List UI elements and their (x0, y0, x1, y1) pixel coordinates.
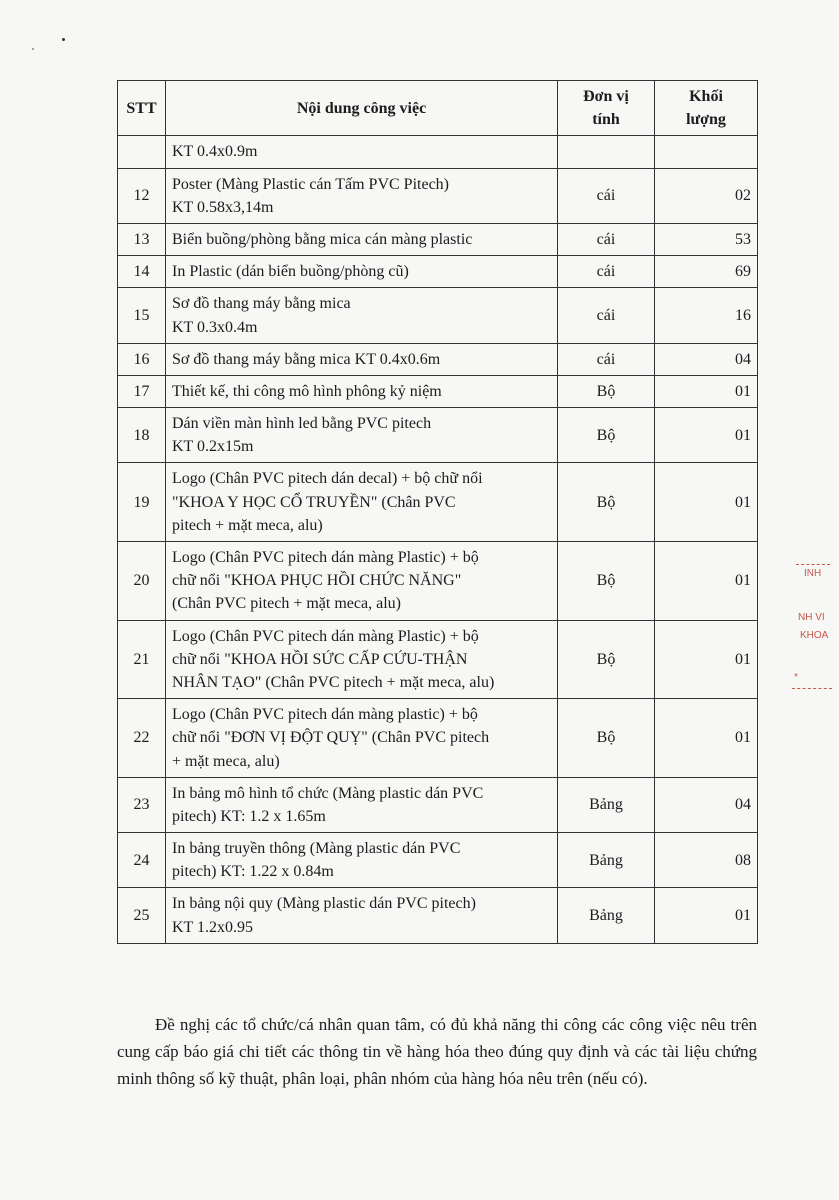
row-content-line: In bảng nội quy (Màng plastic dán PVC pitech) (172, 895, 476, 913)
row-quantity (655, 136, 758, 168)
row-stt: 21 (118, 620, 166, 699)
row-content-line: Logo (Chân PVC pitech dán decal) + bộ chữ nổi (172, 470, 483, 488)
row-content (166, 542, 558, 621)
work-items-table (117, 80, 758, 944)
row-stt: 19 (118, 463, 166, 542)
row-stt: 16 (118, 343, 166, 375)
row-quantity: 01 (655, 375, 758, 407)
row-stt: 15 (118, 288, 166, 343)
row-content-line: KT 1.2x0.95 (172, 918, 254, 936)
row-content-line: Logo (Chân PVC pitech dán màng Plastic) + bộ (172, 549, 479, 566)
row-content-line: Sơ đồ thang máy bằng mica (172, 295, 351, 313)
row-quantity: 69 (655, 256, 758, 288)
table-row (118, 223, 758, 255)
stamp-star-icon: * (794, 672, 798, 683)
row-content-line: In Plastic (dán biển buồng/phòng cũ) (172, 263, 409, 281)
row-content (166, 463, 558, 542)
row-content-line: In bảng truyền thông (Màng plastic dán PVC (172, 840, 461, 858)
row-content (166, 833, 558, 888)
row-content (166, 343, 558, 375)
table-row (118, 288, 758, 343)
row-quantity: 01 (655, 620, 758, 699)
header-qty-line1: Khối (689, 88, 723, 105)
row-unit: Bộ (558, 408, 655, 463)
table-row (118, 777, 758, 832)
row-unit: cái (558, 168, 655, 223)
table-row (118, 888, 758, 943)
row-stt: 14 (118, 256, 166, 288)
row-content (166, 168, 558, 223)
row-unit: Bộ (558, 375, 655, 407)
row-unit: Bộ (558, 463, 655, 542)
stamp-text: INH (804, 568, 822, 579)
row-content (166, 408, 558, 463)
row-content-line: chữ nổi "KHOA HỒI SỨC CẤP CỨU-THẬN (172, 650, 468, 668)
row-stt: 20 (118, 542, 166, 621)
row-content-line: NHÂN TẠO" (Chân PVC pitech + mặt meca, alu) (172, 673, 495, 691)
header-unit-line2: tính (592, 111, 620, 129)
row-quantity: 01 (655, 408, 758, 463)
row-content (166, 256, 558, 288)
row-quantity: 01 (655, 542, 758, 621)
table-row (118, 542, 758, 621)
row-content (166, 223, 558, 255)
header-unit-line1: Đơn vị (583, 88, 629, 105)
table-row (118, 620, 758, 699)
row-stt: 12 (118, 168, 166, 223)
table-row (118, 343, 758, 375)
row-content-line: chữ nổi "KHOA PHỤC HỒI CHỨC NĂNG" (172, 572, 462, 590)
table-row (118, 375, 758, 407)
table-row (118, 168, 758, 223)
table-row (118, 408, 758, 463)
table-row (118, 463, 758, 542)
row-quantity: 53 (655, 223, 758, 255)
row-unit: Bộ (558, 542, 655, 621)
row-unit (558, 136, 655, 168)
row-quantity: 01 (655, 463, 758, 542)
row-quantity: 08 (655, 833, 758, 888)
row-stt (118, 136, 166, 168)
row-content-line: KT 0.4x0.9m (172, 143, 258, 161)
table-row (118, 136, 758, 168)
request-paragraph: Đề nghị các tổ chức/cá nhân quan tâm, có đủ khả năng thi công các công việc nêu trên cung cấp báo giá chi tiết các thông tin về hàng hóa theo đúng quy định và các tài liệu chứng minh thông số kỹ thuật, phân loại, phân nhóm của hàng hóa nêu trên (nếu có). (117, 1015, 757, 1089)
row-content (166, 620, 558, 699)
row-unit: cái (558, 288, 655, 343)
row-content-line: "KHOA Y HỌC CỔ TRUYỀN" (Chân PVC (172, 493, 456, 511)
row-content (166, 888, 558, 943)
table-row (118, 833, 758, 888)
row-stt: 17 (118, 375, 166, 407)
row-content-line: KT 0.2x15m (172, 438, 254, 456)
row-unit: Bộ (558, 620, 655, 699)
row-stt: 18 (118, 408, 166, 463)
row-content-line: pitech) KT: 1.22 x 0.84m (172, 863, 334, 881)
row-content-line: Logo (Chân PVC pitech dán màng plastic) + bộ (172, 706, 478, 724)
header-qty-line2: lượng (686, 111, 726, 129)
row-content (166, 375, 558, 407)
scan-speck (62, 38, 65, 41)
row-quantity: 01 (655, 699, 758, 778)
row-content-line: + mặt meca, alu) (172, 752, 280, 770)
row-content-line: (Chân PVC pitech + mặt meca, alu) (172, 595, 401, 613)
row-content (166, 288, 558, 343)
row-quantity: 04 (655, 777, 758, 832)
row-content-line: pitech + mặt meca, alu) (172, 516, 323, 534)
row-unit: Bảng (558, 888, 655, 943)
stamp-text: KHOA (800, 630, 829, 641)
row-stt: 24 (118, 833, 166, 888)
row-content (166, 777, 558, 832)
row-content-line: In bảng mô hình tổ chức (Màng plastic dán PVC (172, 784, 484, 802)
row-quantity: 01 (655, 888, 758, 943)
scan-speck (32, 48, 34, 50)
row-stt: 13 (118, 223, 166, 255)
stamp-text: NH VI (798, 612, 825, 623)
row-quantity: 04 (655, 343, 758, 375)
row-content-line: Logo (Chân PVC pitech dán màng Plastic) + bộ (172, 627, 479, 645)
table-header-row (118, 81, 758, 136)
row-unit: Bộ (558, 699, 655, 778)
row-unit: cái (558, 256, 655, 288)
row-stt: 23 (118, 777, 166, 832)
row-content-line: Biển buồng/phòng bằng mica cán màng plastic (172, 230, 473, 248)
row-content-line: chữ nổi "ĐƠN VỊ ĐỘT QUỴ" (Chân PVC pitech (172, 729, 490, 747)
row-content-line: KT 0.3x0.4m (172, 318, 258, 336)
row-stt: 25 (118, 888, 166, 943)
row-content (166, 136, 558, 168)
row-unit: cái (558, 223, 655, 255)
row-content-line: pitech) KT: 1.2 x 1.65m (172, 807, 326, 825)
row-content-line: Poster (Màng Plastic cán Tấm PVC Pitech) (172, 175, 449, 193)
row-content-line: Dán viền màn hình led bằng PVC pitech (172, 415, 432, 433)
table-row (118, 256, 758, 288)
row-content-line: Thiết kế, thi công mô hình phông kỷ niệm (172, 382, 442, 400)
header-quantity (655, 81, 758, 136)
row-unit: cái (558, 343, 655, 375)
row-unit: Bảng (558, 833, 655, 888)
row-quantity: 02 (655, 168, 758, 223)
header-unit (558, 81, 655, 136)
red-seal-stamp (790, 560, 839, 720)
header-stt: STT (118, 81, 166, 136)
row-content-line: Sơ đồ thang máy bằng mica KT 0.4x0.6m (172, 350, 441, 368)
row-content (166, 699, 558, 778)
table-body (118, 136, 758, 943)
table-row (118, 699, 758, 778)
row-content-line: KT 0.58x3,14m (172, 198, 274, 216)
header-content: Nội dung công việc (166, 81, 558, 136)
row-stt: 22 (118, 699, 166, 778)
row-quantity: 16 (655, 288, 758, 343)
row-unit: Bảng (558, 777, 655, 832)
